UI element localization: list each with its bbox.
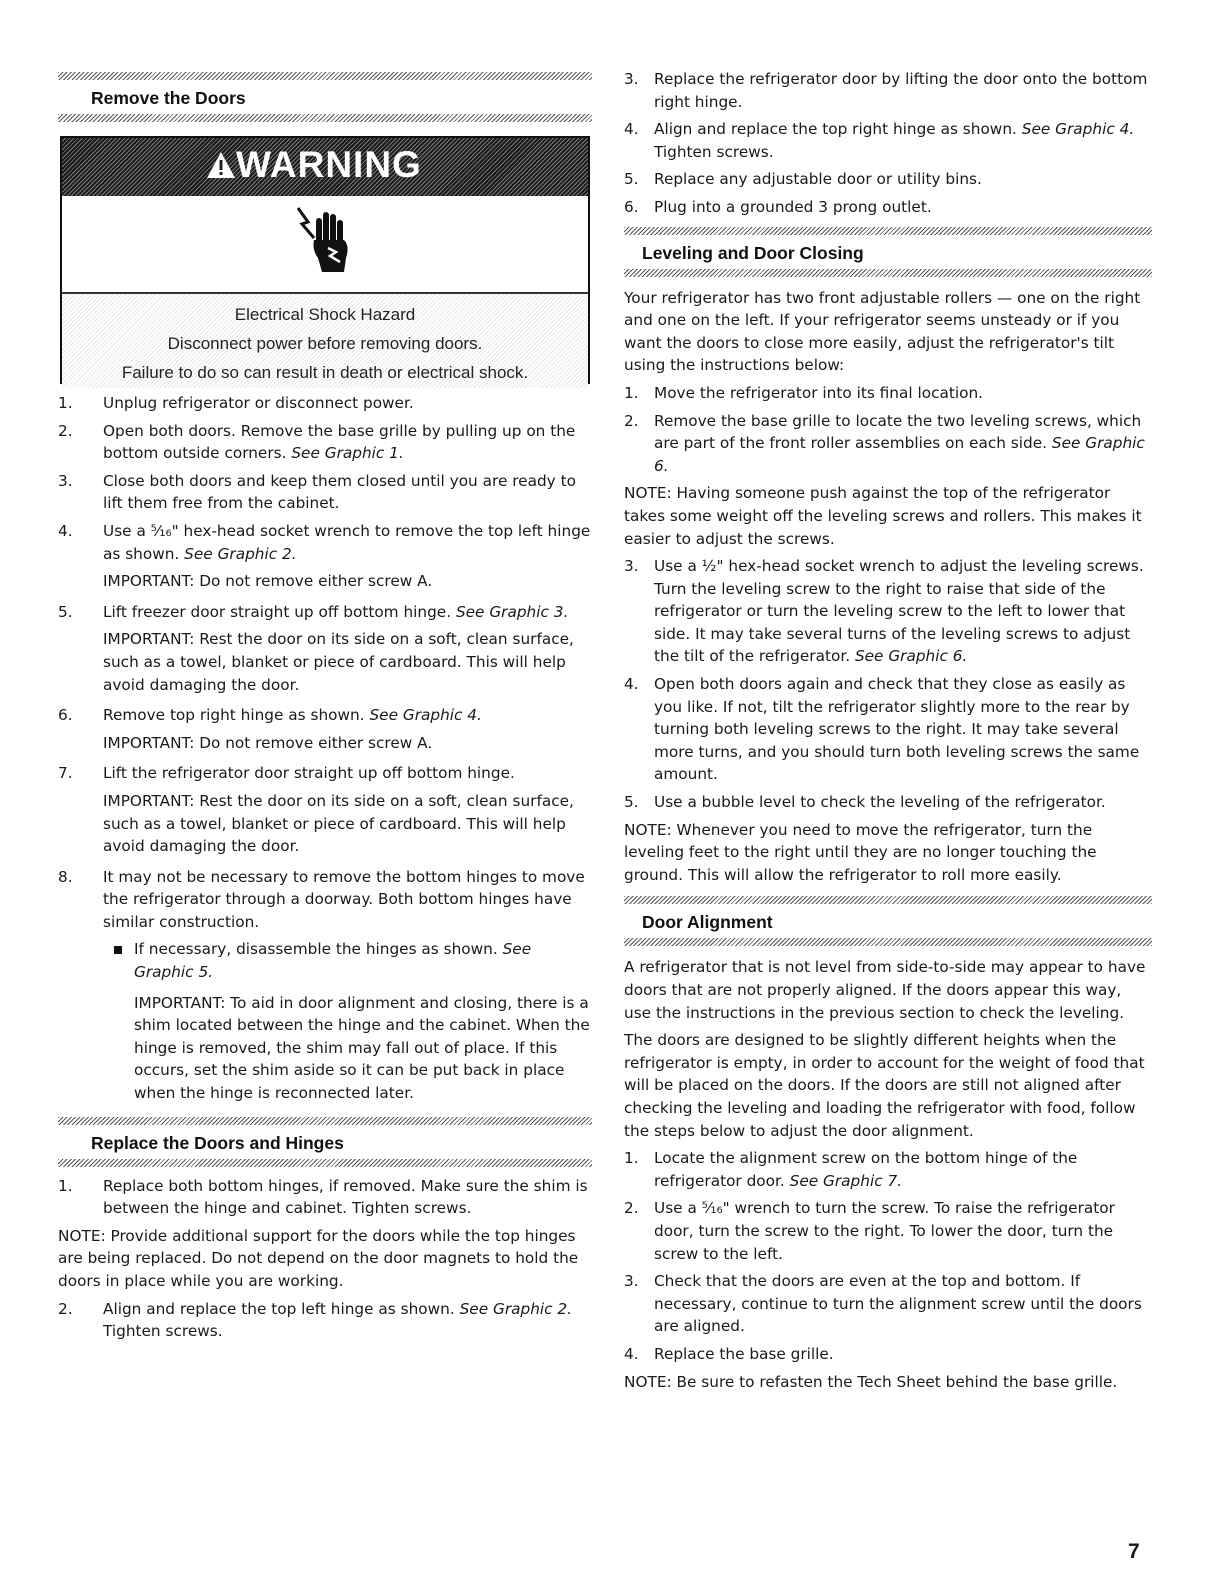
important-note: IMPORTANT: Rest the door on its side on a soft, clean surface, such as a towel, blanket or piece of cardboard. This will help avoid damaging the door. <box>103 791 574 856</box>
right-column <box>624 0 1152 1398</box>
warning-hazard: Electrical Shock Hazard <box>234 305 416 324</box>
leveling-intro: Your refrigerator has two front adjustable rollers — one on the right and one on the left. If your refrigerator seems unsteady or if you want the doors to close more easily, adjust the refrigerator's tilt using the instructions below: <box>624 288 1141 375</box>
warning-box <box>60 136 590 384</box>
list-item: 5. Replace any adjustable door or utility bins. <box>624 170 982 189</box>
section-title-replace-doors: Replace the Doors and Hinges <box>91 1132 344 1153</box>
electrical-shock-hand-icon <box>292 202 358 278</box>
list-item: 6. Plug into a grounded 3 prong outlet. <box>624 197 932 216</box>
list-item: 8. It may not be necessary to remove the bottom hinges to move the refrigerator through a doorway. Both bottom hinges have similar construction. <box>58 867 585 931</box>
warning-banner <box>62 138 588 196</box>
warning-line-2: Failure to do so can result in death or electrical shock. <box>121 363 529 382</box>
list-item: 3. Close both doors and keep them closed until you are ready to lift them free from the cabinet. <box>58 471 576 513</box>
warning-triangle-icon <box>206 151 236 179</box>
remove-steps-list <box>58 392 592 1105</box>
divider <box>58 72 592 80</box>
list-item: 1. Unplug refrigerator or disconnect power. <box>58 394 414 412</box>
warning-text-area <box>62 292 588 388</box>
list-item: 6. Remove top right hinge as shown. See Graphic 4. <box>58 706 482 725</box>
divider <box>624 227 1152 235</box>
warning-banner-text: WARNING <box>206 144 422 186</box>
important-note: IMPORTANT: Do not remove either screw A. <box>103 572 433 591</box>
square-bullet-icon <box>114 938 134 983</box>
electrical-shock-icon-wrap <box>62 196 588 286</box>
list-item: 2. Align and replace the top left hinge as shown. See Graphic 2. Tighten screws. <box>58 1299 573 1341</box>
alignment-paragraph: The doors are designed to be slightly different heights when the refrigerator is empty, in order to account for the weight of food that will be placed on the doors. If the doors are still not aligned after checking the leveling and loading the refrigerator with food, follow the steps below to adjust the door alignment. <box>624 1031 1145 1140</box>
divider <box>58 1159 592 1167</box>
divider <box>624 896 1152 904</box>
divider <box>624 938 1152 946</box>
list-item: 3. Use a ½" hex-head socket wrench to adjust the leveling screws. Turn the leveling screw to the right to raise that side of the refrigerator or turn the leveling screw to the left to lower that side. It may take several turns of the leveling screws to adjust the tilt of the refrigerator. See Graphic 6. <box>624 557 1144 666</box>
list-item: 1. Locate the alignment screw on the bottom hinge of the refrigerator door. See Graphic 7. <box>624 1149 1078 1190</box>
note-paragraph: NOTE: Having someone push against the top of the refrigerator takes some weight off the leveling screws and rollers. This makes it easier to adjust the screws. <box>624 484 1142 548</box>
list-item: 3. Check that the doors are even at the top and bottom. If necessary, continue to turn the alignment screw until the doors are aligned. <box>624 1272 1142 1336</box>
list-item: 1. Replace both bottom hinges, if removed. Make sure the shim is between the hinge and cabinet. Tighten screws. <box>58 1176 588 1218</box>
list-item: 2. Use a ⁵⁄₁₆" wrench to turn the screw. To raise the refrigerator door, turn the screw to the right. To lower the door, turn the screw to the left. <box>624 1199 1115 1263</box>
divider <box>58 1117 592 1125</box>
section-title-leveling: Leveling and Door Closing <box>642 242 864 263</box>
important-note: IMPORTANT: To aid in door alignment and closing, there is a shim located between the hinge and the cabinet. When the hinge is removed, the shim may fall out of place. If this occurs, set the shim aside so it can be put back in place when the hinge is reconnected later. <box>134 993 590 1103</box>
list-item: 5. Lift freezer door straight up off bottom hinge. See Graphic 3. <box>58 602 569 621</box>
alignment-paragraph: A refrigerator that is not level from side-to-side may appear to have doors that are not properly aligned. If the doors appear this way, use the instructions in the previous section to check the leveling. <box>624 958 1146 1022</box>
list-item: 7. Lift the refrigerator door straight up off bottom hinge. <box>58 764 515 783</box>
note-paragraph: NOTE: Be sure to refasten the Tech Sheet behind the base grille. <box>624 1372 1118 1391</box>
list-item: 4. Open both doors again and check that they close as easily as you like. If not, tilt the refrigerator slightly more to the rear by turning both leveling screws to the right. It may take several more turns, and you should turn both leveling screws the same amount. <box>624 675 1140 784</box>
replace-steps-continued <box>624 68 1152 219</box>
list-item: 3. Replace the refrigerator door by lifting the door onto the bottom right hinge. <box>624 70 1148 111</box>
left-column <box>58 0 592 1348</box>
warning-line-1: Disconnect power before removing doors. <box>167 334 483 353</box>
list-item: 1. Move the refrigerator into its final location. <box>624 383 984 402</box>
bullet-item: If necessary, disassemble the hinges as shown. See Graphic 5. <box>114 938 592 983</box>
list-item: 2. Remove the base grille to locate the two leveling screws, which are part of the front roller assemblies on each side. See Graphic 6. <box>624 411 1145 475</box>
note-paragraph: NOTE: Provide additional support for the doors while the top hinges are being replaced. Do not depend on the door magnets to hold the doors in place while you are working. <box>58 1226 579 1290</box>
note-paragraph: NOTE: Whenever you need to move the refrigerator, turn the leveling feet to the right until they are no longer touching the ground. This will allow the refrigerator to roll more easily. <box>624 820 1097 884</box>
divider <box>58 114 592 122</box>
list-item: 4. Align and replace the top right hinge as shown. See Graphic 4. Tighten screws. <box>624 120 1135 161</box>
page-number: 7 <box>1128 1540 1140 1563</box>
section-title-remove-doors: Remove the Doors <box>91 88 246 108</box>
important-note: IMPORTANT: Rest the door on its side on a soft, clean surface, such as a towel, blanket or piece of cardboard. This will help avoid damaging the door. <box>103 630 574 694</box>
list-item: 4. Use a ⁵⁄₁₆" hex-head socket wrench to remove the top left hinge as shown. See Graphic 2. <box>58 521 591 563</box>
list-item: 5. Use a bubble level to check the leveling of the refrigerator. <box>624 793 1106 812</box>
divider <box>624 269 1152 277</box>
list-item: 2. Open both doors. Remove the base grille by pulling up on the bottom outside corners. See Graphic 1. <box>58 421 576 463</box>
list-item: 4. Replace the base grille. <box>624 1344 834 1363</box>
important-note: IMPORTANT: Do not remove either screw A. <box>103 733 433 752</box>
section-title-door-alignment: Door Alignment <box>642 912 773 933</box>
